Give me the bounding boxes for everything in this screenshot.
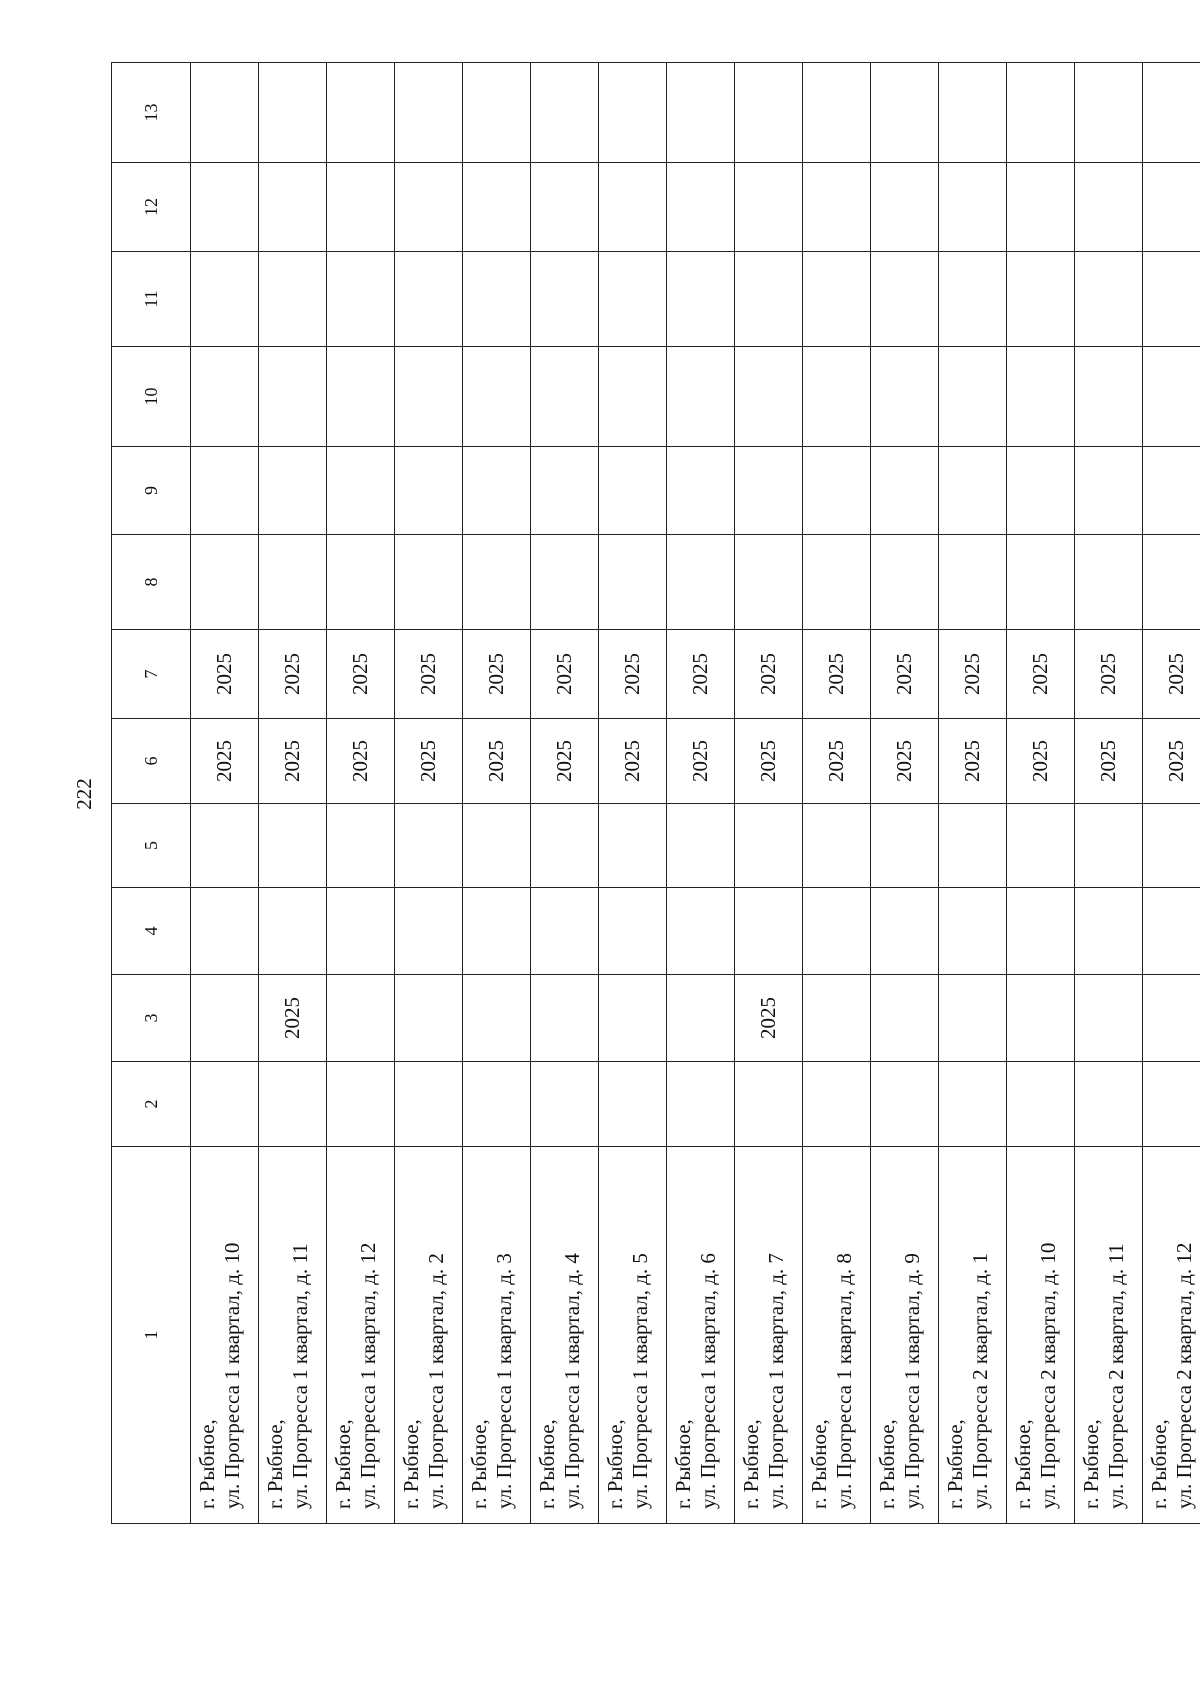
cell-col-5 [871, 804, 939, 888]
cell-col-8 [259, 535, 327, 630]
cell-col-7: 2025 [599, 630, 667, 719]
cell-col-3 [803, 975, 871, 1062]
cell-col-13 [939, 63, 1007, 163]
cell-col-5 [531, 804, 599, 888]
cell-col-5 [1143, 804, 1200, 888]
cell-col-6: 2025 [463, 719, 531, 804]
cell-col-5 [939, 804, 1007, 888]
cell-col-4 [191, 888, 259, 975]
address-street: ул. Прогресса 1 квартал, д. 6 [696, 1253, 720, 1509]
table-row [327, 63, 395, 1524]
cell-col-9 [871, 447, 939, 535]
cell-col-7: 2025 [735, 630, 803, 719]
address-street: ул. Прогресса 1 квартал, д. 7 [764, 1253, 788, 1509]
column-header-13: 13 [112, 63, 191, 163]
cell-col-2 [531, 1062, 599, 1147]
cell-col-12 [735, 163, 803, 252]
cell-col-11 [395, 252, 463, 347]
cell-col-8 [735, 535, 803, 630]
cell-col-6: 2025 [871, 719, 939, 804]
address-city: г. Рыбное, [1147, 1419, 1171, 1509]
address-cell [1143, 1147, 1200, 1524]
cell-col-2 [735, 1062, 803, 1147]
address-street: ул. Прогресса 2 квартал, д. 11 [1104, 1243, 1128, 1509]
cell-col-4 [735, 888, 803, 975]
cell-col-4 [1075, 888, 1143, 975]
cell-col-9 [1143, 447, 1200, 535]
cell-col-7: 2025 [327, 630, 395, 719]
cell-col-8 [599, 535, 667, 630]
cell-col-8 [871, 535, 939, 630]
column-header-10: 10 [112, 347, 191, 447]
cell-col-4 [871, 888, 939, 975]
cell-col-7: 2025 [667, 630, 735, 719]
cell-col-13 [1143, 63, 1200, 163]
cell-col-12 [939, 163, 1007, 252]
cell-col-13 [667, 63, 735, 163]
cell-col-5 [463, 804, 531, 888]
table-row [803, 63, 871, 1524]
cell-col-5 [1007, 804, 1075, 888]
column-header-2: 2 [112, 1062, 191, 1147]
column-header-6: 6 [112, 719, 191, 804]
cell-col-10 [803, 347, 871, 447]
address-cell [939, 1147, 1007, 1524]
address-street: ул. Прогресса 2 квартал, д. 12 [1172, 1242, 1196, 1509]
address-city: г. Рыбное, [331, 1419, 355, 1509]
cell-col-2 [599, 1062, 667, 1147]
cell-col-2 [1075, 1062, 1143, 1147]
cell-col-8 [667, 535, 735, 630]
address-cell [463, 1147, 531, 1524]
cell-col-11 [531, 252, 599, 347]
address-cell [531, 1147, 599, 1524]
address-city: г. Рыбное, [399, 1419, 423, 1509]
cell-col-4 [803, 888, 871, 975]
cell-col-11 [803, 252, 871, 347]
cell-col-10 [735, 347, 803, 447]
cell-col-5 [599, 804, 667, 888]
cell-col-6: 2025 [327, 719, 395, 804]
table-row [1075, 63, 1143, 1524]
cell-col-3 [871, 975, 939, 1062]
cell-col-8 [531, 535, 599, 630]
address-street: ул. Прогресса 1 квартал, д. 9 [900, 1253, 924, 1509]
cell-col-6: 2025 [735, 719, 803, 804]
table-row [191, 63, 259, 1524]
cell-col-13 [395, 63, 463, 163]
cell-col-7: 2025 [1075, 630, 1143, 719]
table-row [599, 63, 667, 1524]
schedule-table [111, 62, 1200, 1524]
cell-col-10 [191, 347, 259, 447]
cell-col-2 [871, 1062, 939, 1147]
cell-col-7: 2025 [803, 630, 871, 719]
column-header-8: 8 [112, 535, 191, 630]
cell-col-11 [463, 252, 531, 347]
table-row [395, 63, 463, 1524]
cell-col-12 [191, 163, 259, 252]
cell-col-3 [327, 975, 395, 1062]
cell-col-2 [1143, 1062, 1200, 1147]
cell-col-2 [803, 1062, 871, 1147]
cell-col-4 [599, 888, 667, 975]
cell-col-3: 2025 [735, 975, 803, 1062]
cell-col-4 [327, 888, 395, 975]
cell-col-12 [1143, 163, 1200, 252]
cell-col-9 [667, 447, 735, 535]
address-city: г. Рыбное, [1011, 1419, 1035, 1509]
address-cell [259, 1147, 327, 1524]
column-header-7: 7 [112, 630, 191, 719]
table-row [1143, 63, 1200, 1524]
cell-col-11 [871, 252, 939, 347]
cell-col-6: 2025 [531, 719, 599, 804]
cell-col-11 [1143, 252, 1200, 347]
cell-col-13 [259, 63, 327, 163]
address-street: ул. Прогресса 1 квартал, д. 10 [220, 1242, 244, 1509]
cell-col-10 [531, 347, 599, 447]
cell-col-7: 2025 [395, 630, 463, 719]
cell-col-13 [463, 63, 531, 163]
cell-col-2 [667, 1062, 735, 1147]
cell-col-6: 2025 [667, 719, 735, 804]
cell-col-5 [259, 804, 327, 888]
cell-col-8 [1007, 535, 1075, 630]
cell-col-7: 2025 [871, 630, 939, 719]
cell-col-7: 2025 [191, 630, 259, 719]
cell-col-3 [463, 975, 531, 1062]
cell-col-5 [395, 804, 463, 888]
cell-col-9 [395, 447, 463, 535]
cell-col-10 [1075, 347, 1143, 447]
rotated-table-container [111, 63, 1196, 1524]
address-city: г. Рыбное, [467, 1419, 491, 1509]
address-cell [871, 1147, 939, 1524]
table-row [871, 63, 939, 1524]
cell-col-8 [1143, 535, 1200, 630]
address-cell [667, 1147, 735, 1524]
table-body [191, 63, 1200, 1524]
cell-col-12 [463, 163, 531, 252]
cell-col-8 [191, 535, 259, 630]
cell-col-7: 2025 [463, 630, 531, 719]
address-street: ул. Прогресса 2 квартал, д. 10 [1036, 1242, 1060, 1509]
cell-col-6: 2025 [1007, 719, 1075, 804]
cell-col-2 [1007, 1062, 1075, 1147]
cell-col-8 [803, 535, 871, 630]
cell-col-3 [531, 975, 599, 1062]
address-street: ул. Прогресса 1 квартал, д. 8 [832, 1253, 856, 1509]
cell-col-10 [463, 347, 531, 447]
address-street: ул. Прогресса 1 квартал, д. 3 [492, 1253, 516, 1509]
cell-col-6: 2025 [395, 719, 463, 804]
cell-col-13 [871, 63, 939, 163]
cell-col-13 [1075, 63, 1143, 163]
cell-col-12 [1075, 163, 1143, 252]
cell-col-7: 2025 [939, 630, 1007, 719]
cell-col-9 [463, 447, 531, 535]
cell-col-12 [803, 163, 871, 252]
address-cell [803, 1147, 871, 1524]
cell-col-9 [1007, 447, 1075, 535]
address-cell [327, 1147, 395, 1524]
address-street: ул. Прогресса 1 квартал, д. 4 [560, 1253, 584, 1509]
cell-col-12 [871, 163, 939, 252]
cell-col-3 [1007, 975, 1075, 1062]
cell-col-6: 2025 [259, 719, 327, 804]
cell-col-4 [1143, 888, 1200, 975]
cell-col-4 [531, 888, 599, 975]
cell-col-4 [667, 888, 735, 975]
cell-col-8 [939, 535, 1007, 630]
column-header-11: 11 [112, 252, 191, 347]
column-header-5: 5 [112, 804, 191, 888]
cell-col-2 [395, 1062, 463, 1147]
cell-col-5 [191, 804, 259, 888]
cell-col-12 [599, 163, 667, 252]
table-row [939, 63, 1007, 1524]
cell-col-10 [667, 347, 735, 447]
cell-col-12 [259, 163, 327, 252]
cell-col-13 [735, 63, 803, 163]
cell-col-4 [939, 888, 1007, 975]
cell-col-8 [463, 535, 531, 630]
cell-col-11 [1075, 252, 1143, 347]
address-street: ул. Прогресса 2 квартал, д. 1 [968, 1253, 992, 1509]
address-street: ул. Прогресса 1 квартал, д. 2 [424, 1253, 448, 1509]
cell-col-8 [395, 535, 463, 630]
cell-col-10 [939, 347, 1007, 447]
cell-col-2 [463, 1062, 531, 1147]
cell-col-10 [871, 347, 939, 447]
cell-col-6: 2025 [803, 719, 871, 804]
cell-col-6: 2025 [1143, 719, 1200, 804]
cell-col-4 [1007, 888, 1075, 975]
cell-col-11 [599, 252, 667, 347]
cell-col-11 [191, 252, 259, 347]
column-header-9: 9 [112, 447, 191, 535]
address-city: г. Рыбное, [739, 1419, 763, 1509]
cell-col-10 [599, 347, 667, 447]
address-city: г. Рыбное, [671, 1419, 695, 1509]
address-cell [191, 1147, 259, 1524]
cell-col-12 [531, 163, 599, 252]
cell-col-5 [803, 804, 871, 888]
cell-col-11 [667, 252, 735, 347]
cell-col-10 [1143, 347, 1200, 447]
cell-col-12 [667, 163, 735, 252]
cell-col-5 [735, 804, 803, 888]
cell-col-8 [1075, 535, 1143, 630]
cell-col-6: 2025 [939, 719, 1007, 804]
cell-col-10 [327, 347, 395, 447]
address-street: ул. Прогресса 1 квартал, д. 12 [356, 1242, 380, 1509]
address-city: г. Рыбное, [875, 1419, 899, 1509]
cell-col-7: 2025 [1143, 630, 1200, 719]
cell-col-13 [327, 63, 395, 163]
cell-col-3 [1143, 975, 1200, 1062]
cell-col-10 [395, 347, 463, 447]
cell-col-10 [1007, 347, 1075, 447]
address-cell [1075, 1147, 1143, 1524]
cell-col-6: 2025 [1075, 719, 1143, 804]
column-header-4: 4 [112, 888, 191, 975]
cell-col-11 [1007, 252, 1075, 347]
cell-col-8 [327, 535, 395, 630]
column-header-12: 12 [112, 163, 191, 252]
cell-col-5 [327, 804, 395, 888]
cell-col-11 [735, 252, 803, 347]
cell-col-9 [191, 447, 259, 535]
cell-col-13 [191, 63, 259, 163]
cell-col-12 [1007, 163, 1075, 252]
table-row [1007, 63, 1075, 1524]
cell-col-4 [259, 888, 327, 975]
table-header [112, 63, 191, 1524]
table-row [463, 63, 531, 1524]
cell-col-3 [939, 975, 1007, 1062]
cell-col-7: 2025 [1007, 630, 1075, 719]
cell-col-9 [803, 447, 871, 535]
cell-col-13 [803, 63, 871, 163]
cell-col-13 [1007, 63, 1075, 163]
cell-col-6: 2025 [599, 719, 667, 804]
address-cell [395, 1147, 463, 1524]
cell-col-3 [599, 975, 667, 1062]
address-city: г. Рыбное, [603, 1419, 627, 1509]
table-row [667, 63, 735, 1524]
cell-col-3: 2025 [259, 975, 327, 1062]
cell-col-3 [1075, 975, 1143, 1062]
cell-col-2 [327, 1062, 395, 1147]
column-header-3: 3 [112, 975, 191, 1062]
page-number: 222 [72, 778, 96, 810]
cell-col-9 [1075, 447, 1143, 535]
cell-col-9 [939, 447, 1007, 535]
address-city: г. Рыбное, [807, 1419, 831, 1509]
column-header-1: 1 [112, 1147, 191, 1524]
table-row [735, 63, 803, 1524]
cell-col-9 [327, 447, 395, 535]
address-city: г. Рыбное, [535, 1419, 559, 1509]
address-cell [599, 1147, 667, 1524]
cell-col-13 [599, 63, 667, 163]
address-street: ул. Прогресса 1 квартал, д. 5 [628, 1253, 652, 1509]
cell-col-9 [531, 447, 599, 535]
cell-col-13 [531, 63, 599, 163]
cell-col-10 [259, 347, 327, 447]
cell-col-3 [667, 975, 735, 1062]
address-city: г. Рыбное, [195, 1419, 219, 1509]
cell-col-2 [259, 1062, 327, 1147]
header-row [112, 63, 191, 1524]
cell-col-11 [327, 252, 395, 347]
address-city: г. Рыбное, [1079, 1419, 1103, 1509]
cell-col-4 [395, 888, 463, 975]
table-row [531, 63, 599, 1524]
address-cell [735, 1147, 803, 1524]
cell-col-9 [599, 447, 667, 535]
cell-col-3 [191, 975, 259, 1062]
cell-col-4 [463, 888, 531, 975]
cell-col-3 [395, 975, 463, 1062]
address-city: г. Рыбное, [263, 1419, 287, 1509]
cell-col-2 [939, 1062, 1007, 1147]
cell-col-2 [191, 1062, 259, 1147]
address-city: г. Рыбное, [943, 1419, 967, 1509]
address-street: ул. Прогресса 1 квартал, д. 11 [288, 1243, 312, 1509]
cell-col-5 [667, 804, 735, 888]
cell-col-12 [327, 163, 395, 252]
cell-col-12 [395, 163, 463, 252]
cell-col-7: 2025 [531, 630, 599, 719]
cell-col-9 [735, 447, 803, 535]
table-row [259, 63, 327, 1524]
cell-col-6: 2025 [191, 719, 259, 804]
address-cell [1007, 1147, 1075, 1524]
cell-col-5 [1075, 804, 1143, 888]
cell-col-11 [259, 252, 327, 347]
cell-col-7: 2025 [259, 630, 327, 719]
cell-col-9 [259, 447, 327, 535]
cell-col-11 [939, 252, 1007, 347]
